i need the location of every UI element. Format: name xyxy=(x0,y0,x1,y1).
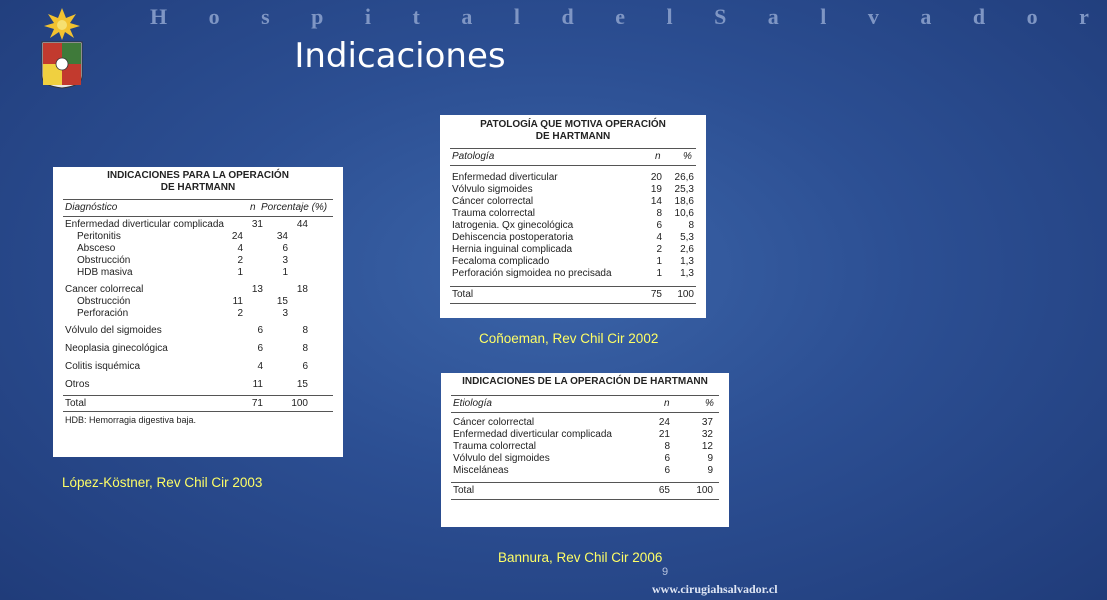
table3-cell-label: Vólvulo del sigmoides xyxy=(453,453,550,464)
table2-caption-line1: PATOLOGÍA QUE MOTIVA OPERACIÓN xyxy=(480,119,666,130)
table2-cell-label: Perforación sigmoidea no precisada xyxy=(452,268,612,279)
table1-cell-pct: 3 xyxy=(282,255,288,266)
table3-col-etiologia: Etiología xyxy=(453,398,492,409)
table1-total-pct: 100 xyxy=(291,398,308,409)
citation-lopez-kostner: López-Köstner, Rev Chil Cir 2003 xyxy=(62,475,263,490)
table3-cell-label: Cáncer colorrectal xyxy=(453,417,535,428)
table-row xyxy=(450,196,696,208)
table2-cell-n: 8 xyxy=(656,208,662,219)
table2-total-label: Total xyxy=(452,289,474,300)
table2-cell-label: Fecaloma complicado xyxy=(452,256,550,267)
table1-cell-pct: 15 xyxy=(296,379,308,390)
table1-footnote: HDB: Hemorragia digestiva baja. xyxy=(65,415,197,425)
table2-cell-label: Trauma colorrectal xyxy=(452,208,535,219)
page-number: 9 xyxy=(662,566,669,578)
table2-total-pct: 100 xyxy=(677,289,694,300)
table3-total-pct: 100 xyxy=(696,485,713,496)
table3-cell-pct: 9 xyxy=(707,465,713,476)
table1-cell-pct: 3 xyxy=(282,308,288,319)
table1-total-row xyxy=(63,395,333,412)
table2-cell-pct: 2,6 xyxy=(680,244,694,255)
table1-total-label: Total xyxy=(65,398,87,409)
table3-cell-n: 21 xyxy=(658,429,670,440)
table2-total-n: 75 xyxy=(650,289,662,300)
table2-cell-label: Vólvulo sigmoides xyxy=(452,184,533,195)
table-row xyxy=(451,417,719,429)
table2-col-patologia: Patología xyxy=(452,151,495,162)
table1-cell-pct: 44 xyxy=(296,219,308,230)
table2-cell-pct: 25,3 xyxy=(674,184,694,195)
table2-cell-pct: 18,6 xyxy=(674,196,694,207)
table2-cell-label: Dehiscencia postoperatoria xyxy=(452,232,574,243)
table1-cell-n: 6 xyxy=(257,325,263,336)
table1-header xyxy=(63,199,333,217)
table1-cell-n: 4 xyxy=(257,361,263,372)
table1-cell-label: Colitis isquémica xyxy=(65,361,141,372)
table2-cell-n: 6 xyxy=(656,220,662,231)
table2-cell-pct: 8 xyxy=(688,220,694,231)
table3-cell-n: 8 xyxy=(664,441,670,452)
table-row xyxy=(450,184,696,196)
table1-col-porcentaje: Porcentaje (%) xyxy=(261,202,328,213)
table3-cell-label: Misceláneas xyxy=(453,465,509,476)
table-row xyxy=(450,208,696,220)
table-conoeman xyxy=(440,115,706,318)
table1-cell-pct: 6 xyxy=(282,243,288,254)
citation-bannura: Bannura, Rev Chil Cir 2006 xyxy=(498,550,663,565)
table-row xyxy=(63,284,333,296)
table3-cell-n: 6 xyxy=(664,465,670,476)
table1-cell-label: Absceso xyxy=(77,243,116,254)
table1-cell-n: 24 xyxy=(231,231,243,242)
table-row xyxy=(63,308,333,320)
table1-cell-pct: 18 xyxy=(296,284,308,295)
table2-col-pct: % xyxy=(683,151,692,162)
table-row xyxy=(63,296,333,308)
table2-cell-label: Enfermedad diverticular xyxy=(452,172,558,183)
table-row xyxy=(63,255,333,267)
citation-conoeman: Coñoeman, Rev Chil Cir 2002 xyxy=(479,331,659,346)
table1-cell-n: 13 xyxy=(251,284,263,295)
table-row xyxy=(450,256,696,268)
table1-col-n: n xyxy=(250,202,256,213)
table3-cell-label: Trauma colorrectal xyxy=(453,441,536,452)
table1-cell-pct: 8 xyxy=(302,343,308,354)
table3-cell-pct: 9 xyxy=(707,453,713,464)
table1-cell-n: 2 xyxy=(237,308,243,319)
table2-header xyxy=(450,148,696,166)
footer-url: www.cirugiahsalvador.cl xyxy=(652,582,778,596)
table-row xyxy=(450,232,696,244)
table2-total-row xyxy=(450,286,696,304)
table2-cell-pct: 26,6 xyxy=(674,172,694,183)
table3-total-row xyxy=(451,482,719,500)
table-row xyxy=(63,231,333,243)
table1-cell-n: 2 xyxy=(237,255,243,266)
table2-cell-pct: 10,6 xyxy=(674,208,694,219)
table-row xyxy=(450,244,696,256)
table-row xyxy=(63,361,333,373)
table3-cell-n: 24 xyxy=(658,417,670,428)
table1-cell-label: Otros xyxy=(65,379,90,390)
table1-cell-label: Cancer colorrecal xyxy=(65,284,144,295)
table-row xyxy=(450,220,696,232)
table2-caption-line2: DE HARTMANN xyxy=(535,131,611,142)
table1-cell-n: 4 xyxy=(237,243,243,254)
table-row xyxy=(63,379,333,391)
table2-cell-label: Hernia inguinal complicada xyxy=(452,244,573,255)
table1-caption-line1: INDICACIONES PARA LA OPERACIÓN xyxy=(107,170,289,181)
table3-cell-label: Enfermedad diverticular complicada xyxy=(453,429,612,440)
table1-cell-pct: 1 xyxy=(282,267,288,278)
table1-cell-n: 6 xyxy=(257,343,263,354)
table1-cell-n: 1 xyxy=(237,267,243,278)
table1-cell-label: Peritonitis xyxy=(77,231,121,242)
table1-cell-n: 11 xyxy=(232,296,243,307)
table-row xyxy=(450,268,696,280)
table1-cell-label: Neoplasia ginecológica xyxy=(65,343,168,354)
table2-cell-n: 4 xyxy=(656,232,662,243)
table-row xyxy=(451,465,719,477)
table2-cell-label: Iatrogenia. Qx ginecológica xyxy=(452,220,574,231)
table3-cell-pct: 32 xyxy=(701,429,713,440)
table1-cell-pct: 6 xyxy=(302,361,308,372)
table2-cell-pct: 5,3 xyxy=(680,232,694,243)
table3-total-n: 65 xyxy=(658,485,670,496)
table3-header xyxy=(451,395,719,413)
table2-cell-n: 1 xyxy=(656,256,662,267)
table2-cell-pct: 1,3 xyxy=(680,268,694,279)
table-lopez-kostner xyxy=(53,167,343,457)
table3-cell-pct: 37 xyxy=(701,417,713,428)
table3-col-n: n xyxy=(664,398,670,409)
table-row xyxy=(451,429,719,441)
table-row xyxy=(450,172,696,184)
table1-cell-label: Enfermedad diverticular complicada xyxy=(65,219,224,230)
table2-cell-pct: 1,3 xyxy=(680,256,694,267)
table-row xyxy=(451,453,719,465)
table1-caption-line2: DE HARTMANN xyxy=(160,182,236,193)
table1-cell-pct: 8 xyxy=(302,325,308,336)
table1-cell-n: 31 xyxy=(251,219,263,230)
table1-cell-pct: 34 xyxy=(276,231,288,242)
table3-col-pct: % xyxy=(705,398,714,409)
table3-caption: INDICACIONES DE LA OPERACIÓN DE HARTMANN xyxy=(462,376,708,387)
table1-cell-label: HDB masiva xyxy=(77,267,133,278)
table3-cell-n: 6 xyxy=(664,453,670,464)
table2-cell-label: Cáncer colorrectal xyxy=(452,196,534,207)
table-row xyxy=(63,243,333,255)
table-row xyxy=(63,343,333,355)
table2-cell-n: 19 xyxy=(650,184,662,195)
table1-cell-n: 11 xyxy=(252,379,263,390)
table2-cell-n: 1 xyxy=(656,268,662,279)
table-row xyxy=(63,267,333,279)
table2-cell-n: 2 xyxy=(656,244,662,255)
table2-cell-n: 14 xyxy=(650,196,662,207)
table1-total-n: 71 xyxy=(251,398,263,409)
table3-total-label: Total xyxy=(453,485,475,496)
table2-cell-n: 20 xyxy=(650,172,662,183)
table-row xyxy=(451,441,719,453)
slide-title: Indicaciones xyxy=(294,36,506,76)
table-row xyxy=(63,325,333,337)
table3-cell-pct: 12 xyxy=(701,441,713,452)
table-row xyxy=(63,219,333,231)
table1-cell-label: Obstrucción xyxy=(77,296,131,307)
table1-cell-label: Vólvulo del sigmoides xyxy=(65,325,162,336)
table2-col-n: n xyxy=(655,151,661,162)
table1-cell-pct: 15 xyxy=(276,296,288,307)
hospital-banner: H o s p i t a l d e l S a l v a d o r xyxy=(150,4,1107,29)
table1-col-diagnostico: Diagnóstico xyxy=(65,202,118,213)
table1-cell-label: Obstrucción xyxy=(77,255,131,266)
table-bannura xyxy=(441,373,729,527)
table1-cell-label: Perforación xyxy=(77,308,129,319)
